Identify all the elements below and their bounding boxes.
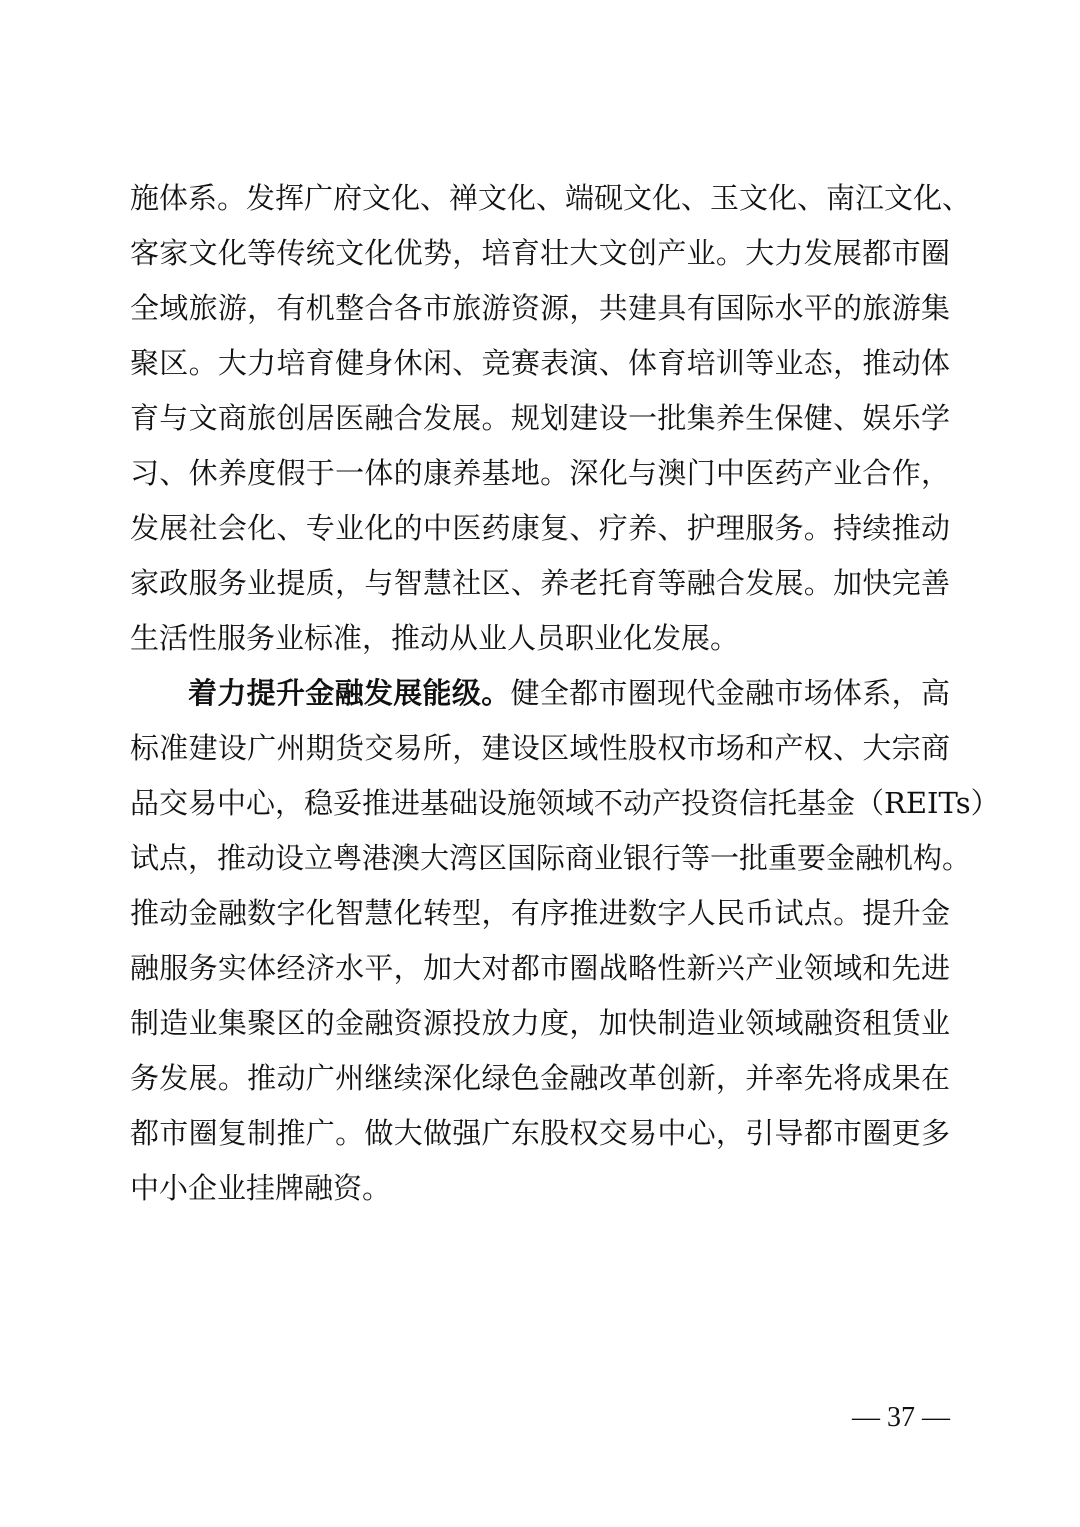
text-line: 品交易中心，稳妥推进基础设施领域不动产投资信托基金（REITs）	[130, 786, 1000, 820]
page-number: — 37 —	[852, 1402, 950, 1433]
text-line: 融服务实体经济水平，加大对都市圈战略性新兴产业领域和先进	[130, 951, 950, 985]
text-line: 务发展。推动广州继续深化绿色金融改革创新，并率先将成果在	[130, 1061, 950, 1095]
text-line: 施体系。发挥广府文化、禅文化、端砚文化、玉文化、南江文化、	[130, 181, 972, 215]
text-line: 试点，推动设立粤港澳大湾区国际商业银行等一批重要金融机构。	[130, 841, 972, 875]
text-run: 健全都市圈现代金融市场体系，高	[510, 676, 950, 710]
text-line: 客家文化等传统文化优势，培育壮大文创产业。大力发展都市圈	[130, 236, 950, 270]
paragraph-heading: 着力提升金融发展能级。	[188, 676, 511, 710]
body-text	[130, 171, 1000, 1216]
text-line: 全域旅游，有机整合各市旅游资源，共建具有国际水平的旅游集	[130, 291, 950, 325]
text-line: 发展社会化、专业化的中医药康复、疗养、护理服务。持续推动	[130, 511, 950, 545]
text-line: 都市圈复制推广。做大做强广东股权交易中心，引导都市圈更多	[130, 1116, 950, 1150]
text-line: 标准建设广州期货交易所，建设区域性股权市场和产权、大宗商	[130, 731, 950, 765]
text-line: 生活性服务业标准，推动从业人员职业化发展。	[130, 621, 740, 655]
paragraph-finance	[130, 666, 1000, 1216]
paragraph-services	[130, 171, 972, 666]
text-line: 中小企业挂牌融资。	[130, 1171, 392, 1205]
paragraph-first-line	[130, 666, 950, 721]
text-line: 育与文商旅创居医融合发展。规划建设一批集养生保健、娱乐学	[130, 401, 950, 435]
text-line: 制造业集聚区的金融资源投放力度，加快制造业领域融资租赁业	[130, 1006, 950, 1040]
text-line: 聚区。大力培育健身休闲、竞赛表演、体育培训等业态，推动体	[130, 346, 950, 380]
text-line: 习、休养度假于一体的康养基地。深化与澳门中医药产业合作，	[130, 456, 950, 490]
text-line: 家政服务业提质，与智慧社区、养老托育等融合发展。加快完善	[130, 566, 950, 600]
text-line: 推动金融数字化智慧化转型，有序推进数字人民币试点。提升金	[130, 896, 950, 930]
